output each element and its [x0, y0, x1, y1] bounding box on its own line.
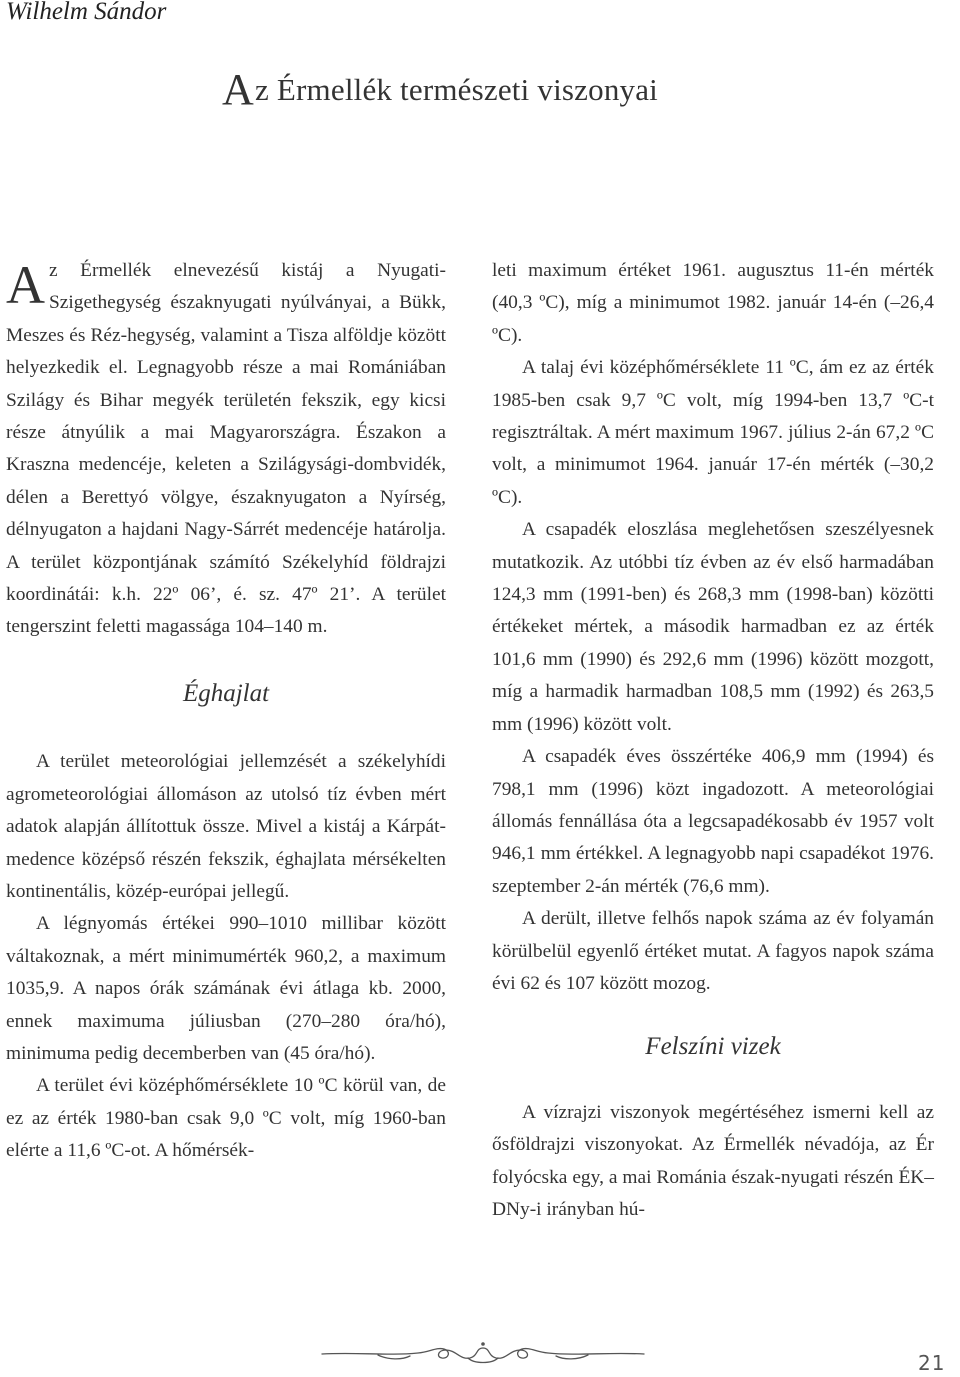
body-paragraph: leti maximum értéket 1961. augusztus 11-én mérték (40,3 ºC), míg a minimumot 1982. január 14-én (–26,4 ºC). — [492, 260, 934, 346]
swirl-divider-icon — [318, 1338, 648, 1368]
body-paragraph: A talaj évi középhőmérséklete 11 ºC, ám ez az érték 1985-ben csak 9,7 ºC volt, míg 1994-ben 13,7 ºC-t regisztráltak. A mért maximum 1967. július 2-án 67,2 ºC volt, a minimumot 1964. január 17-én mérték (–30,2 ºC). — [492, 357, 934, 508]
page-number: 21 — [918, 1351, 946, 1375]
intro-text: z Érmellék elnevezésű kistáj a Nyugati-Szigethegység északnyugati nyúlványai, a Bükk, Meszes és Réz-hegység, valamint a Tisza alföldje között helyezkedik el. Legnagyobb része a mai Romániában Szilágy és Bihar megyék területén fekszik, egy kicsi része átnyúlik a mai Magyarországra. Északon a Kraszna medencéje, keleten a Szilágysági-dombvidék, délen a Berettyó völgye, északnyugaton a Nyírség, délnyugaton a hajdani Nagy-Sárrét medencéje határolja. A terület központjának számító Székelyhíd földrajzi koordinátái: k.h. 22º 06’, é. sz. 47º 21’. A terület tengerszint feletti magassága 104–140 m. — [6, 260, 446, 638]
running-header-author: Wilhelm Sándor — [6, 0, 167, 25]
body-paragraph: A csapadék eloszlása meglehetősen szeszélyesnek mutatkozik. Az utóbbi tíz évben az év első harmadában 124,3 mm (1991-ben) és 268,3 mm (1998-ban) közötti értékeket mértek, a második harmadban ez az érték 101,6 mm (1990) és 292,6 mm (1996) között mozgott, míg a harmadik harmadban 108,5 mm (1992) és 263,5 mm (1996) között volt. — [492, 519, 934, 735]
section-heading-surface-waters: Felszíni vizek — [645, 1033, 781, 1061]
body-paragraph: A derült, illetve felhős napok száma az év folyamán körülbelül egyenlő értéket mutat. A fagyos napok száma évi 62 és 107 között mozog. — [492, 908, 934, 994]
title-initial: A — [222, 65, 254, 114]
body-paragraph: A légnyomás értékei 990–1010 millibar között váltakoznak, a mért minimumérték 960,2, a maximum 1035,9. A napos órák számának évi átlaga kb. 2000, ennek maximuma júliusban (270–280 óra/hó), minimuma pedig decemberben van (45 óra/hó). — [6, 913, 446, 1064]
intro-paragraph — [6, 255, 446, 644]
body-paragraph: A terület meteorológiai jellemzését a székelyhídi agrometeorológiai állomáson az utolsó tíz évben mért adatok alapján állítottuk össze. Mivel a kistáj a Kárpát-medence középső részén fekszik, éghajlata mérsékelten kontinentális, közép-európai jellegű. — [6, 751, 446, 902]
title-text: z Érmellék természeti viszonyai — [254, 72, 658, 107]
left-column — [6, 255, 446, 1168]
body-paragraph: A csapadék éves összértéke 406,9 mm (1994) és 798,1 mm (1996) közt ingadozott. A meteorológiai állomás fennállása óta a legcsapadékosabb év 1957 volt 946,1 mm értékkel. A legnagyobb napi csapadékot 1976. szeptember 2-án mérték (76,6 mm). — [492, 746, 934, 897]
right-column — [492, 255, 934, 1226]
section-heading-climate: Éghajlat — [182, 679, 270, 707]
article-title — [222, 65, 658, 114]
body-paragraph: A terület évi középhőmérséklete 10 ºC körül van, de ez az érték 1980-ban csak 9,0 ºC volt, míg 1960-ban elérte a 11,6 ºC-ot. A hőmérsék- — [6, 1075, 446, 1162]
body-paragraph: A vízrajzi viszonyok megértéséhez ismerni kell az ősföldrajzi viszonyokat. Az Érmellék névadója, az Ér folyócska egy, a mai Románia észak-nyugati részén ÉK–DNy-i irányban hú- — [492, 1101, 934, 1220]
drop-cap: A — [6, 255, 45, 315]
